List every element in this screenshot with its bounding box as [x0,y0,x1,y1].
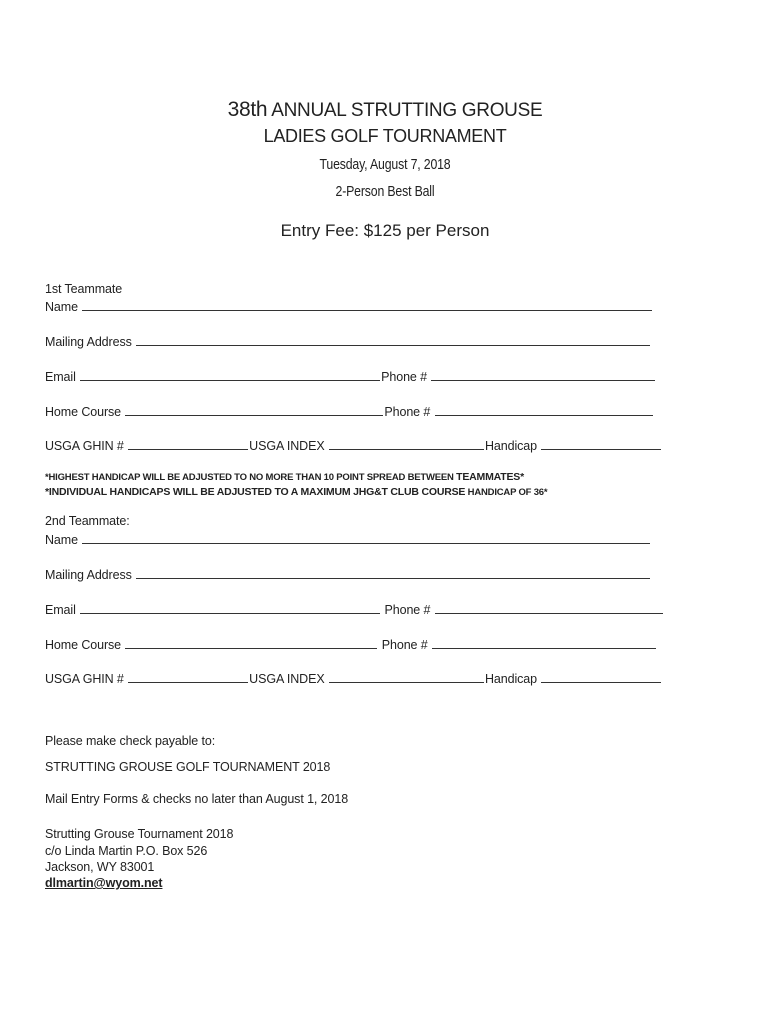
note2-tail: HANDICAP OF 36* [467,487,548,498]
teammate2-name-field[interactable] [82,532,650,544]
teammate1-ghin-field[interactable] [128,438,248,450]
teammate1-handicap-field[interactable] [541,438,661,450]
address-line-1: Strutting Grouse Tournament 2018 [45,827,234,841]
name-label: Name [45,300,78,314]
title-text: ANNUAL STRUTTING GROUSE [271,100,543,121]
teammate1-index-field[interactable] [329,438,484,450]
teammate2-handicap-field[interactable] [541,671,661,683]
teammate1-mailing-row [45,334,651,349]
teammate1-mailing-field[interactable] [136,334,650,346]
teammate2-phone-field[interactable] [435,602,663,614]
mailing-label: Mailing Address [45,335,132,349]
phone-label: Phone # [381,370,428,384]
contact-email-link[interactable]: dlmartin@wyom.net [45,876,163,890]
contact-email-row [45,876,162,890]
title-edition: 38th [227,98,268,121]
tournament-date: Tuesday, August 7, 2018 [319,156,451,173]
name-label: Name [45,533,78,547]
teammate2-mailing-field[interactable] [136,567,650,579]
teammate2-mailing-row [45,567,651,582]
teammate2-course-row [45,637,657,652]
teammate2-heading: 2nd Teammate: [45,514,130,528]
teammate1-name-row [45,299,653,314]
address-line-2: c/o Linda Martin P.O. Box 526 [45,844,208,858]
index-label: USGA INDEX [249,672,325,686]
ghin-label: USGA GHIN # [45,672,124,686]
handicap-label: Handicap [484,439,537,453]
teammate1-course-phone-field[interactable] [435,404,653,416]
teammate2-handicap-row [45,671,662,686]
phone-label: Phone # [381,638,428,652]
handicap-max-note [45,486,547,498]
tournament-format: 2-Person Best Ball [335,183,435,200]
note1-text: *HIGHEST HANDICAP WILL BE ADJUSTED TO NO MORE THAN 10 POINT SPREAD BETWEEN [45,472,454,483]
teammate1-name-field[interactable] [82,299,652,311]
entry-fee: Entry Fee: $125 per Person [280,221,490,240]
teammate1-email-row [45,369,656,384]
ghin-label: USGA GHIN # [45,439,124,453]
note1-tail: TEAMMATES* [456,471,524,483]
phone-label: Phone # [384,405,431,419]
home-course-label: Home Course [45,638,122,652]
email-label: Email [45,370,76,384]
tournament-subtitle: LADIES GOLF TOURNAMENT [263,126,507,146]
teammate1-heading: 1st Teammate [45,282,123,296]
handicap-spread-note [45,471,524,483]
home-course-label: Home Course [45,405,122,419]
teammate2-course-field[interactable] [125,637,377,649]
payee-text: STRUTTING GROUSE GOLF TOURNAMENT 2018 [45,760,331,774]
deadline-text: Mail Entry Forms & checks no later than August 1, 2018 [45,792,349,806]
address-line-3: Jackson, WY 83001 [45,860,155,874]
teammate1-email-field[interactable] [80,369,380,381]
tournament-title [0,98,770,122]
teammate2-email-row [45,602,664,617]
note2-text: *INDIVIDUAL HANDICAPS WILL BE ADJUSTED TO A MAXIMUM JHG&T CLUB COURSE [45,486,466,498]
index-label: USGA INDEX [249,439,325,453]
teammate1-phone-field[interactable] [431,369,655,381]
teammate2-email-field[interactable] [80,602,380,614]
teammate1-course-row [45,404,654,419]
phone-label: Phone # [384,603,431,617]
handicap-label: Handicap [484,672,537,686]
teammate2-index-field[interactable] [329,671,484,683]
mailing-label: Mailing Address [45,568,132,582]
teammate1-course-field[interactable] [125,404,383,416]
email-label: Email [45,603,76,617]
teammate1-handicap-row [45,438,662,453]
teammate2-course-phone-field[interactable] [432,637,656,649]
check-payable-text: Please make check payable to: [45,734,216,748]
teammate2-ghin-field[interactable] [128,671,248,683]
teammate2-name-row [45,532,651,547]
